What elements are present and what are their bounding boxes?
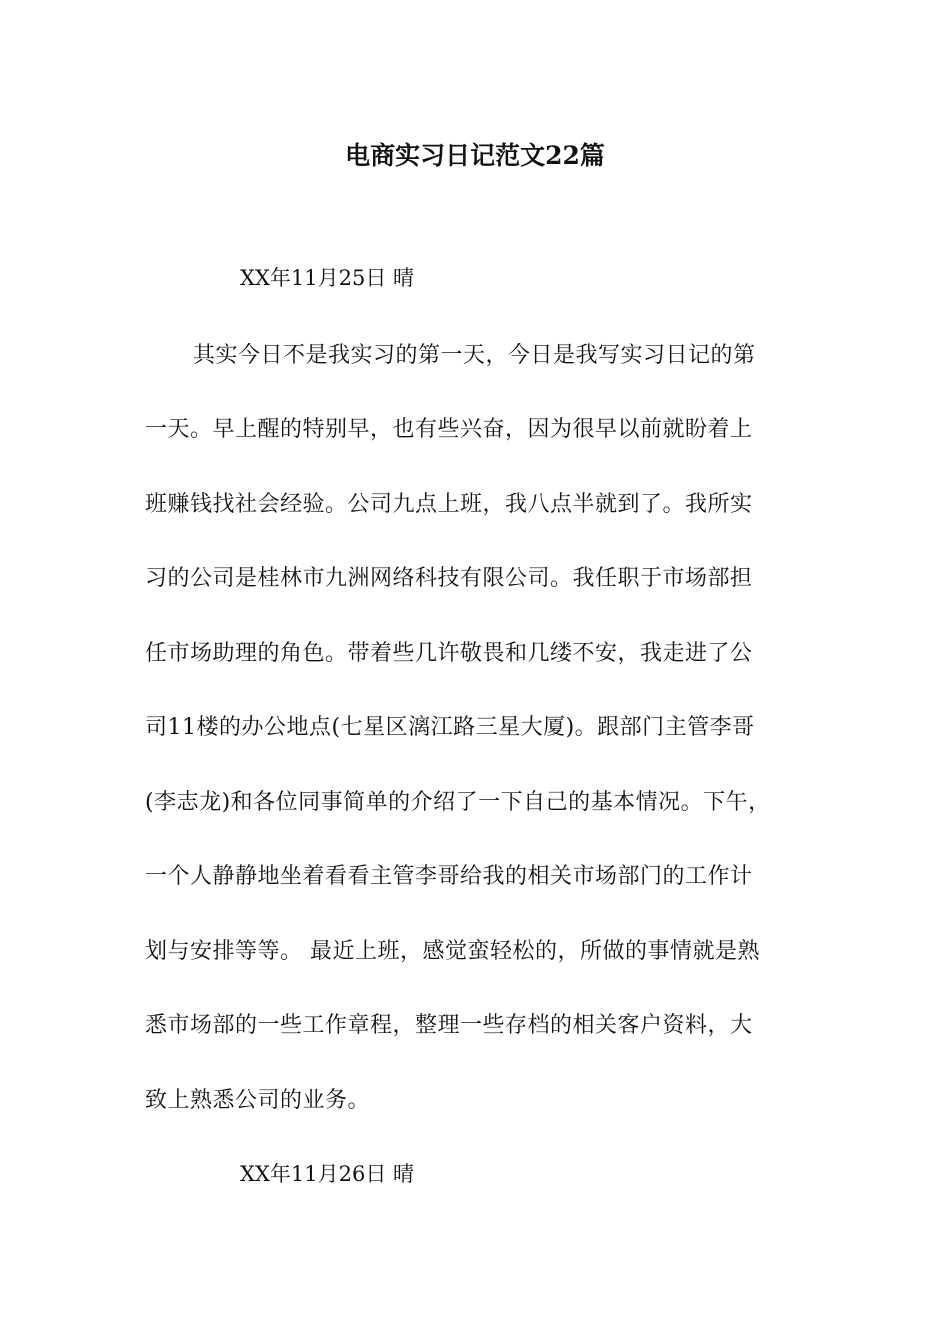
- paragraph-line: 习的公司是桂林市九洲网络科技有限公司。我任职于市场部担: [145, 566, 753, 591]
- paragraph-line: 其实今日不是我实习的第一天，今日是我写实习日记的第: [193, 343, 756, 368]
- entry-date: XX年11月26日 晴: [240, 1162, 415, 1186]
- paragraph-line: (李志龙)和各位同事简单的介绍了一下自己的基本情况。下午，: [145, 790, 771, 815]
- paragraph-line: 班赚钱找社会经验。公司九点上班，我八点半就到了。我所实: [145, 492, 753, 517]
- paragraph-line: 划与安排等等。 最近上班，感觉蛮轻松的，所做的事情就是熟: [145, 939, 760, 964]
- paragraph-line: 一天。早上醒的特别早，也有些兴奋，因为很早以前就盼着上: [145, 417, 753, 442]
- paragraph-line: 悉市场部的一些工作章程，整理一些存档的相关客户资料，大: [145, 1013, 753, 1038]
- paragraph-line: 司11楼的办公地点(七星区漓江路三星大厦)。跟部门主管李哥: [145, 715, 755, 740]
- paragraph-line: 任市场助理的角色。带着些几许敬畏和几缕不安，我走进了公: [145, 641, 753, 666]
- paragraph-line: 一个人静静地坐着看看主管李哥给我的相关市场部门的工作计: [145, 864, 753, 889]
- entry-date: XX年11月25日 晴: [240, 266, 415, 290]
- document-title: 电商实习日记范文22篇: [345, 141, 605, 170]
- paragraph-line: 致上熟悉公司的业务。: [145, 1088, 371, 1113]
